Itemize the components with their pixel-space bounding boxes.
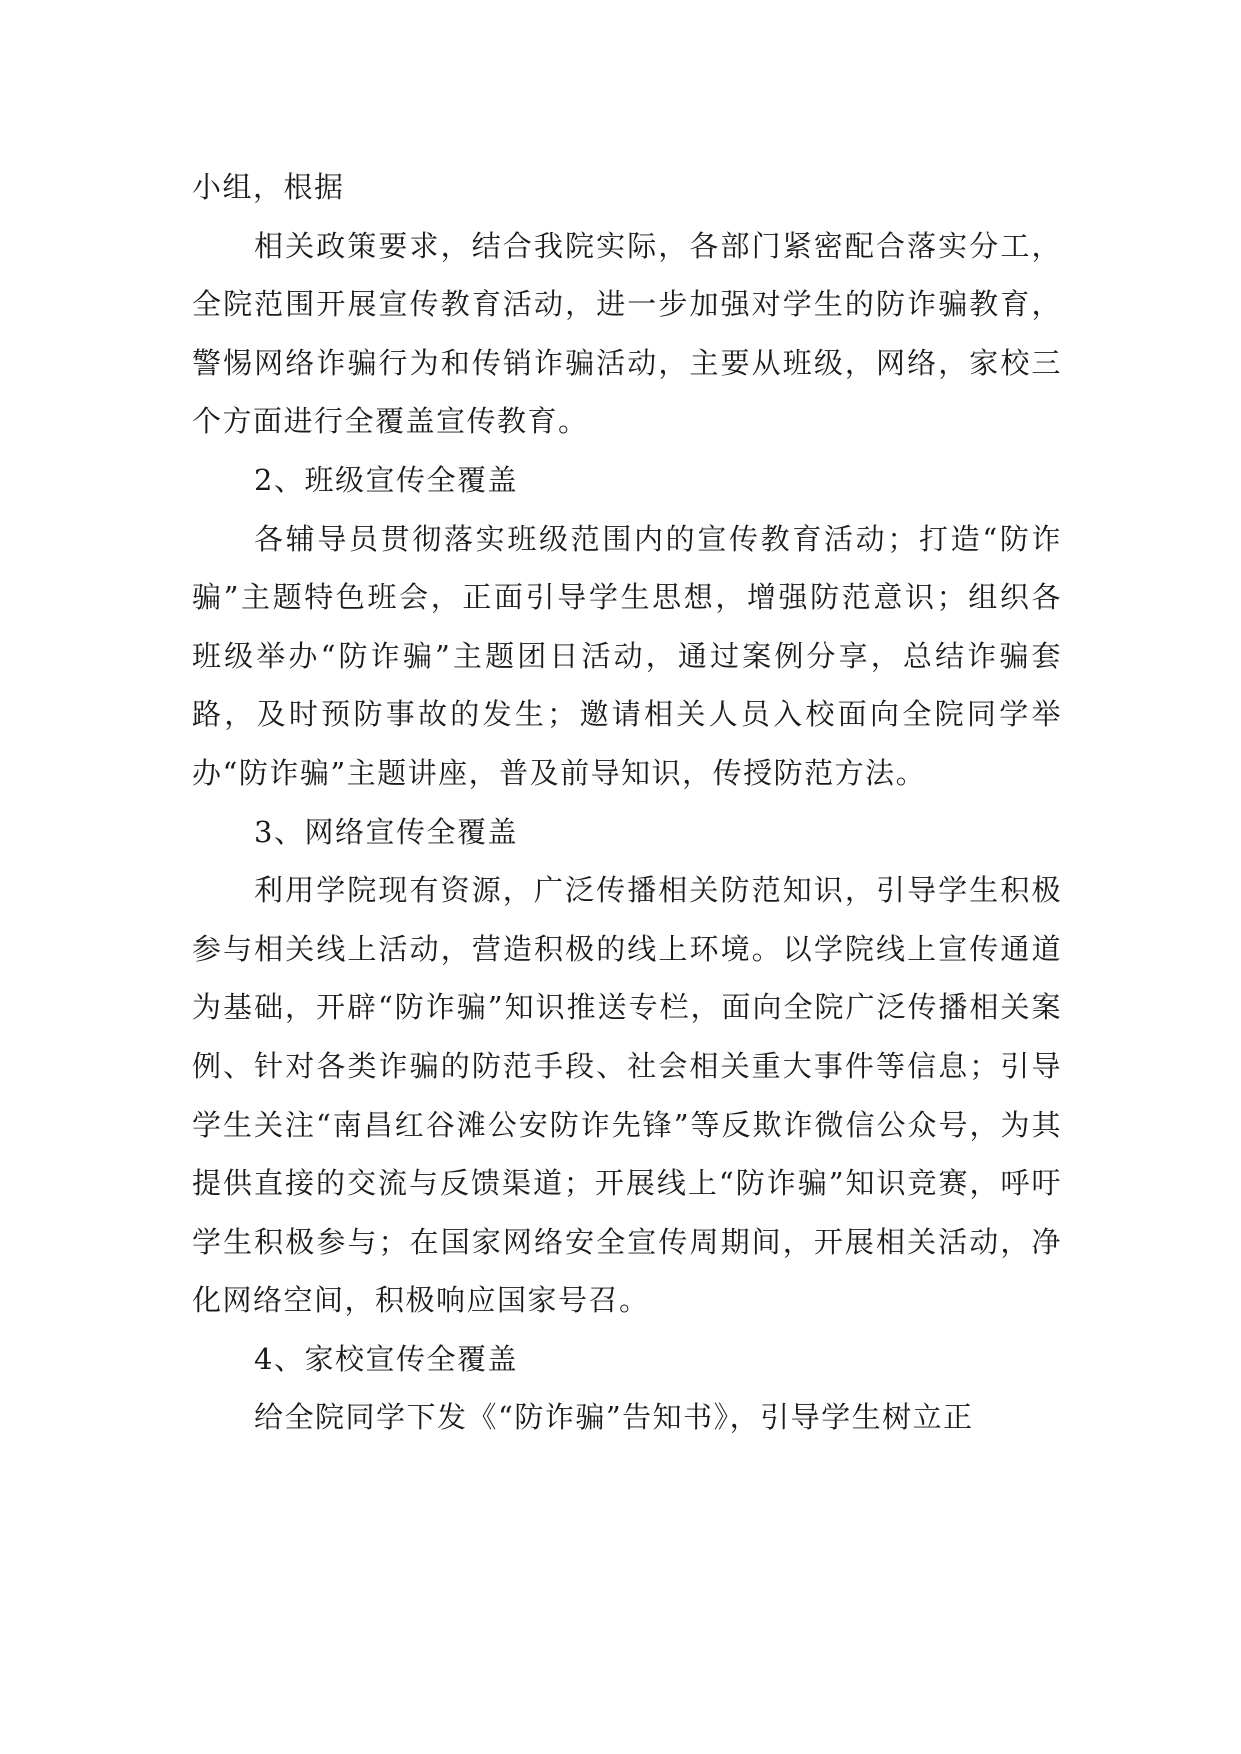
section-heading-class: 2、班级宣传全覆盖 — [254, 462, 518, 497]
paragraph-network-publicity: 利用学院现有资源，广泛传播相关防范知识，引导学生积极参与相关线上活动，营造积极的线上环境。以学院线上宣传通道为基础，开辟“防诈骗”知识推送专栏，面向全院广泛传播相关案例、针对各类诈骗的防范手段、社会相关重大事件等信息；引导学生关注“南昌红谷滩公安防诈先锋”等反欺诈微信公众号，为其提供直接的交流与反馈渠道；开展线上“防诈骗”知识竞赛，呼吁学生积极参与；在国家网络安全宣传周期间，开展相关活动，净化网络空间，积极响应国家号召。 — [192, 873, 1062, 1318]
paragraph-policy-intro: 相关政策要求，结合我院实际，各部门紧密配合落实分工，全院范围开展宣传教育活动，进一步加强对学生的防诈骗教育，警惕网络诈骗行为和传销诈骗活动，主要从班级，网络，家校三个方面进行全覆盖宣传教育。 — [192, 228, 1062, 439]
section-heading-home-school: 4、家校宣传全覆盖 — [254, 1341, 518, 1376]
paragraph-continuation: 小组，根据 — [192, 170, 345, 204]
paragraph-class-publicity: 各辅导员贯彻落实班级范围内的宣传教育活动；打造“防诈骗”主题特色班会，正面引导学生思想，增强防范意识；组织各班级举办“防诈骗”主题团日活动，通过案例分享，总结诈骗套路，及时预防事故的发生；邀请相关人员入校面向全院同学举办“防诈骗”主题讲座，普及前导知识，传授防范方法。 — [192, 521, 1062, 790]
paragraph-home-school-publicity: 给全院同学下发《“防诈骗”告知书》，引导学生树立正 — [254, 1400, 974, 1435]
document-body — [192, 158, 1062, 1447]
section-heading-network: 3、网络宣传全覆盖 — [254, 814, 518, 849]
